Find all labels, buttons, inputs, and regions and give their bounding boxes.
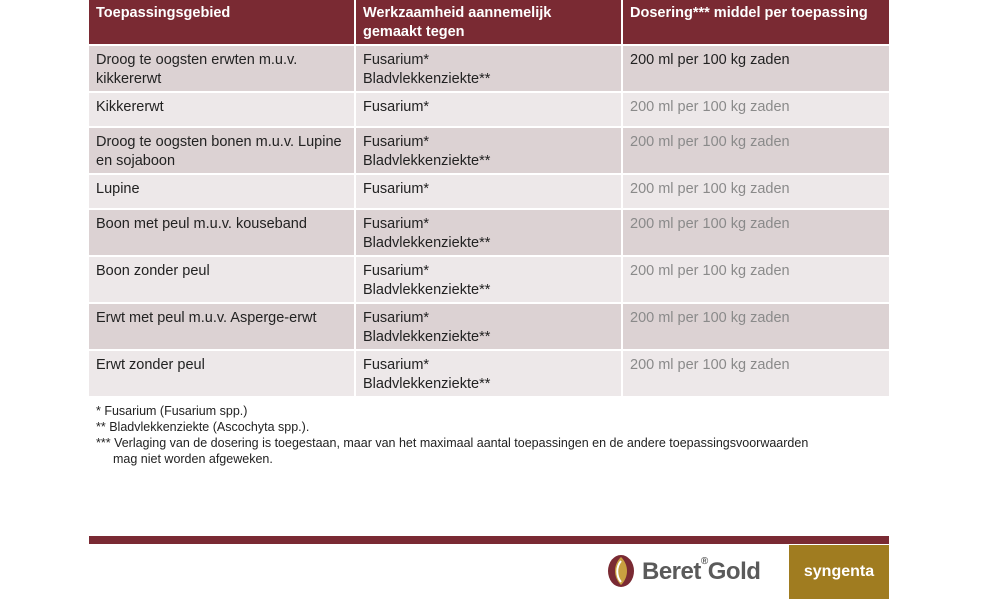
dose-cell: 200 ml per 100 kg zaden (622, 256, 889, 303)
footnote-bladvlekkenziekte: ** Bladvlekkenziekte (Ascochyta spp.). (96, 420, 310, 434)
target-cell (355, 303, 622, 350)
crop-cell: Lupine (89, 174, 355, 209)
header-dosage: Dosering*** middel per toepassing (622, 0, 889, 45)
crop-cell: Droog te oogsten erwten m.u.v. kikkererwt (89, 45, 355, 92)
crop-cell: Boon zonder peul (89, 256, 355, 303)
target-line: Bladvlekkenziekte** (363, 282, 491, 298)
crop-cell: Erwt zonder peul (89, 350, 355, 396)
dose-cell: 200 ml per 100 kg zaden (622, 174, 889, 209)
target-cell (355, 45, 622, 92)
crop-cell: Boon met peul m.u.v. kouseband (89, 209, 355, 256)
seed-emblem-icon (604, 551, 638, 594)
target-cell (355, 256, 622, 303)
table-row (89, 127, 889, 174)
table-row (89, 256, 889, 303)
header-effectiveness: Werkzaamheid aannemelijk gemaakt tegen (355, 0, 622, 45)
table-row (89, 303, 889, 350)
target-line: Bladvlekkenziekte** (363, 235, 491, 251)
footnote-dosage-continued: mag niet worden afgeweken. (113, 452, 273, 466)
target-line: Fusarium* (363, 181, 430, 197)
target-line: Fusarium* (363, 52, 430, 68)
table-row (89, 92, 889, 127)
crop-cell: Erwt met peul m.u.v. Asperge-erwt (89, 303, 355, 350)
target-line: Bladvlekkenziekte** (363, 376, 491, 392)
target-line: Fusarium* (363, 310, 430, 326)
crop-cell: Kikkererwt (89, 92, 355, 127)
dose-cell: 200 ml per 100 kg zaden (622, 92, 889, 127)
dosage-table-container (89, 0, 889, 396)
target-cell (355, 127, 622, 174)
target-line: Fusarium* (363, 134, 430, 150)
dose-cell: 200 ml per 100 kg zaden (622, 350, 889, 396)
target-line: Fusarium* (363, 357, 430, 373)
target-line: Fusarium* (363, 99, 430, 115)
dose-cell: 200 ml per 100 kg zaden (622, 209, 889, 256)
product-name: Beret (642, 558, 701, 585)
target-cell (355, 92, 622, 127)
target-line: Fusarium* (363, 216, 430, 232)
dose-cell: 200 ml per 100 kg zaden (622, 303, 889, 350)
table-row (89, 45, 889, 92)
target-line: Bladvlekkenziekte** (363, 71, 491, 87)
table-row (89, 209, 889, 256)
target-cell (355, 174, 622, 209)
table-row (89, 174, 889, 209)
table-header-row (89, 0, 889, 45)
target-line: Bladvlekkenziekte** (363, 153, 491, 169)
product-suffix: Gold (707, 558, 761, 585)
dose-cell: 200 ml per 100 kg zaden (622, 45, 889, 92)
table-row (89, 350, 889, 396)
footnotes (96, 403, 896, 467)
beret-gold-logo (604, 553, 760, 591)
target-cell (355, 209, 622, 256)
header-application-area: Toepassingsgebied (89, 0, 355, 45)
footer-divider-bar (89, 536, 889, 544)
dose-cell: 200 ml per 100 kg zaden (622, 127, 889, 174)
product-wordmark (642, 558, 760, 586)
footnote-fusarium: * Fusarium (Fusarium spp.) (96, 404, 248, 418)
registered-mark: ® (700, 556, 708, 567)
dosage-table (89, 0, 889, 396)
target-line: Bladvlekkenziekte** (363, 329, 491, 345)
target-cell (355, 350, 622, 396)
syngenta-logo (789, 545, 889, 599)
target-line: Fusarium* (363, 263, 430, 279)
crop-cell: Droog te oogsten bonen m.u.v. Lupine en sojaboon (89, 127, 355, 174)
company-name: syngenta (803, 563, 875, 580)
footnote-dosage: *** Verlaging van de dosering is toegestaan, maar van het maximaal aantal toepassingen en de andere toepassingsvoorwaarden (96, 436, 809, 450)
